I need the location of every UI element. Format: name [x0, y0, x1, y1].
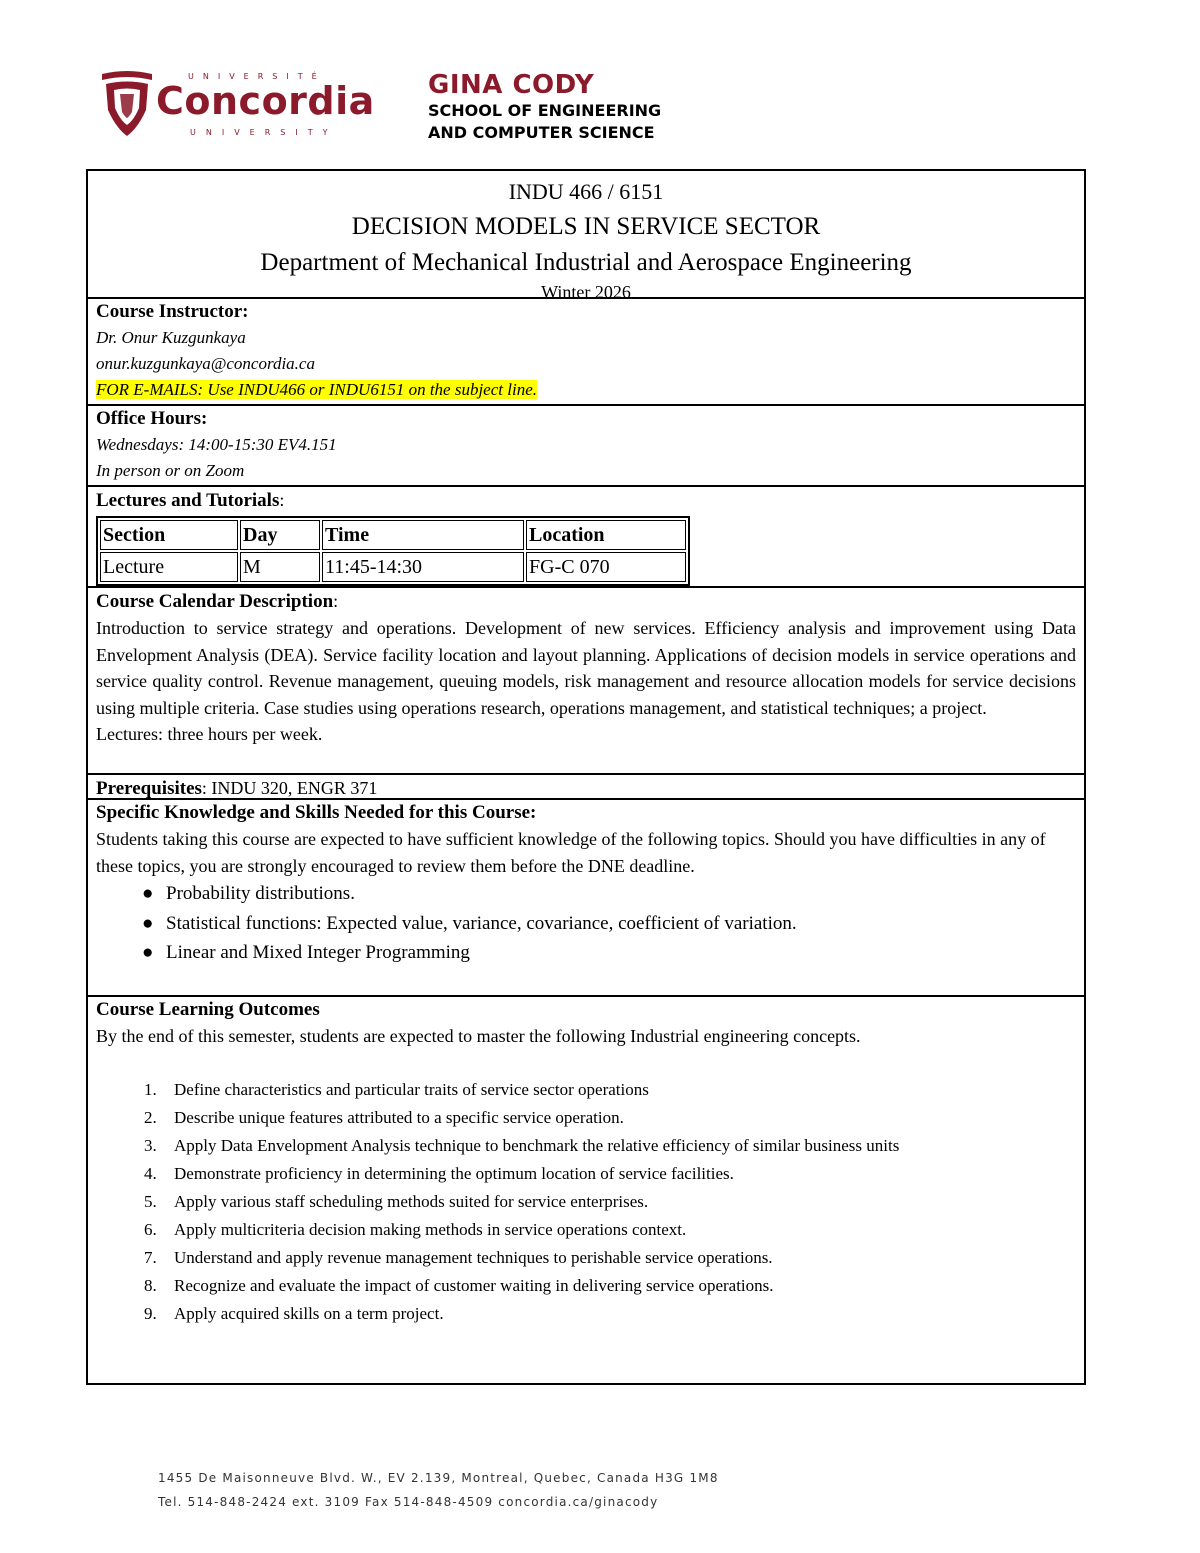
footer-contact: Tel. 514-848-2424 ext. 3109 Fax 514-848-4509 concordia.ca/ginacody	[158, 1495, 659, 1509]
school-line-2: AND COMPUTER SCIENCE	[428, 123, 655, 142]
list-item: 4. Demonstrate proficiency in determining the optimum location of service facilities.	[144, 1163, 734, 1183]
prerequisites-value: : INDU 320, ENGR 371	[201, 778, 378, 798]
skills-section	[88, 800, 1084, 997]
prerequisites-section	[88, 775, 1084, 800]
column-header: Day	[240, 520, 320, 550]
office-hours-section	[88, 406, 1084, 487]
list-item: 2. Describe unique features attributed to a specific service operation.	[144, 1107, 624, 1127]
footer	[158, 1466, 719, 1514]
title-section	[88, 171, 1084, 302]
university-top-label: UNIVERSITÉ	[188, 72, 326, 81]
bullet-icon: ●	[142, 942, 154, 963]
outcomes-intro: By the end of this semester, students are expected to master the following Industrial engineering concepts.	[96, 1026, 861, 1046]
instructor-heading: Course Instructor:	[96, 301, 249, 322]
instructor-section	[88, 299, 1084, 406]
bullet-icon: ●	[142, 912, 154, 934]
calendar-description: Introduction to service strategy and operations. Development of new services. Efficiency analysis and improvement using Data Envelopment Analysis (DEA). Service facility location and layout planning. Applications of decision models in service operations and service quality control. Revenue management, queuing models, risk management and resource allocation models for service decisions using multiple criteria. Case studies using operations research, operations management, and statistical techniques; a project.	[96, 618, 1076, 718]
course-name: DECISION MODELS IN SERVICE SECTOR	[351, 213, 821, 240]
office-hours-time: Wednesdays: 14:00-15:30 EV4.151	[96, 435, 337, 454]
list-item: 8. Recognize and evaluate the impact of customer waiting in delivering service operations.	[144, 1275, 774, 1295]
lecture-hours: Lectures: three hours per week.	[96, 724, 323, 744]
list-item: 9. Apply acquired skills on a term project.	[144, 1303, 444, 1323]
course-outline-table	[86, 169, 1086, 1385]
list-item: ● Statistical functions: Expected value, variance, covariance, coefficient of variation.	[166, 909, 1076, 939]
list-item: 3. Apply Data Envelopment Analysis technique to benchmark the relative efficiency of similar business units	[144, 1135, 900, 1155]
prerequisites-heading: Prerequisites	[96, 778, 202, 799]
calendar-colon: :	[333, 591, 339, 611]
instructor-name: Dr. Onur Kuzgunkaya	[96, 328, 246, 347]
list-item: 1. Define characteristics and particular traits of service sector operations	[144, 1079, 649, 1099]
school-name: GINA CODY	[428, 70, 595, 100]
learning-outcomes-section	[88, 997, 1084, 1383]
list-item: 6. Apply multicriteria decision making methods in service operations context.	[144, 1219, 687, 1239]
table-cell: 11:45-14:30	[322, 552, 524, 582]
instructor-email[interactable]: onur.kuzgunkaya@concordia.ca	[96, 354, 315, 373]
schedule-table	[96, 516, 690, 586]
university-bottom-label: UNIVERSITY	[190, 128, 338, 137]
calendar-description-section	[88, 588, 1084, 775]
table-cell: FG-C 070	[526, 552, 686, 582]
list-item: ● Probability distributions.	[166, 879, 1076, 909]
footer-address: 1455 De Maisonneuve Blvd. W., EV 2.139, Montreal, Quebec, Canada H3G 1M8	[158, 1471, 719, 1485]
table-cell: M	[240, 552, 320, 582]
lectures-colon: :	[279, 490, 285, 510]
table-row	[100, 552, 686, 582]
concordia-logo	[98, 68, 398, 148]
column-header: Time	[322, 520, 524, 550]
skills-intro: Students taking this course are expected to have sufficient knowledge of the following topics. Should you have difficulties in any of these topics, you are strongly encouraged to review them before the DNE deadline.	[96, 829, 1046, 876]
bullet-icon: ●	[142, 883, 154, 904]
list-item: 5. Apply various staff scheduling methods suited for service enterprises.	[144, 1191, 649, 1211]
calendar-heading: Course Calendar Description	[96, 591, 334, 612]
column-header: Section	[100, 520, 238, 550]
list-item: 7. Understand and apply revenue management techniques to perishable service operations.	[144, 1247, 773, 1267]
skills-heading: Specific Knowledge and Skills Needed for this Course:	[96, 802, 537, 823]
table-cell: Lecture	[100, 552, 238, 582]
email-subject-note: FOR E-MAILS: Use INDU466 or INDU6151 on the subject line.	[96, 380, 537, 399]
outcomes-list	[96, 1076, 1076, 1328]
term: Winter 2026	[541, 282, 631, 302]
school-line-1: SCHOOL OF ENGINEERING	[428, 101, 662, 120]
university-name: Concordia	[156, 79, 375, 123]
outcomes-heading: Course Learning Outcomes	[96, 999, 320, 1020]
list-item: ● Linear and Mixed Integer Programming	[166, 938, 1076, 968]
school-logo	[428, 70, 661, 144]
column-header: Location	[526, 520, 686, 550]
schedule-header-row	[100, 520, 686, 550]
course-code: INDU 466 / 6151	[508, 179, 664, 204]
office-hours-heading: Office Hours:	[96, 408, 208, 429]
lectures-heading: Lectures and Tutorials	[96, 490, 280, 511]
skills-list	[96, 879, 1076, 968]
lectures-section	[88, 487, 1084, 588]
department-name: Department of Mechanical Industrial and Aerospace Engineering	[260, 249, 912, 276]
office-hours-mode: In person or on Zoom	[96, 461, 245, 480]
concordia-shield-icon	[98, 68, 156, 140]
